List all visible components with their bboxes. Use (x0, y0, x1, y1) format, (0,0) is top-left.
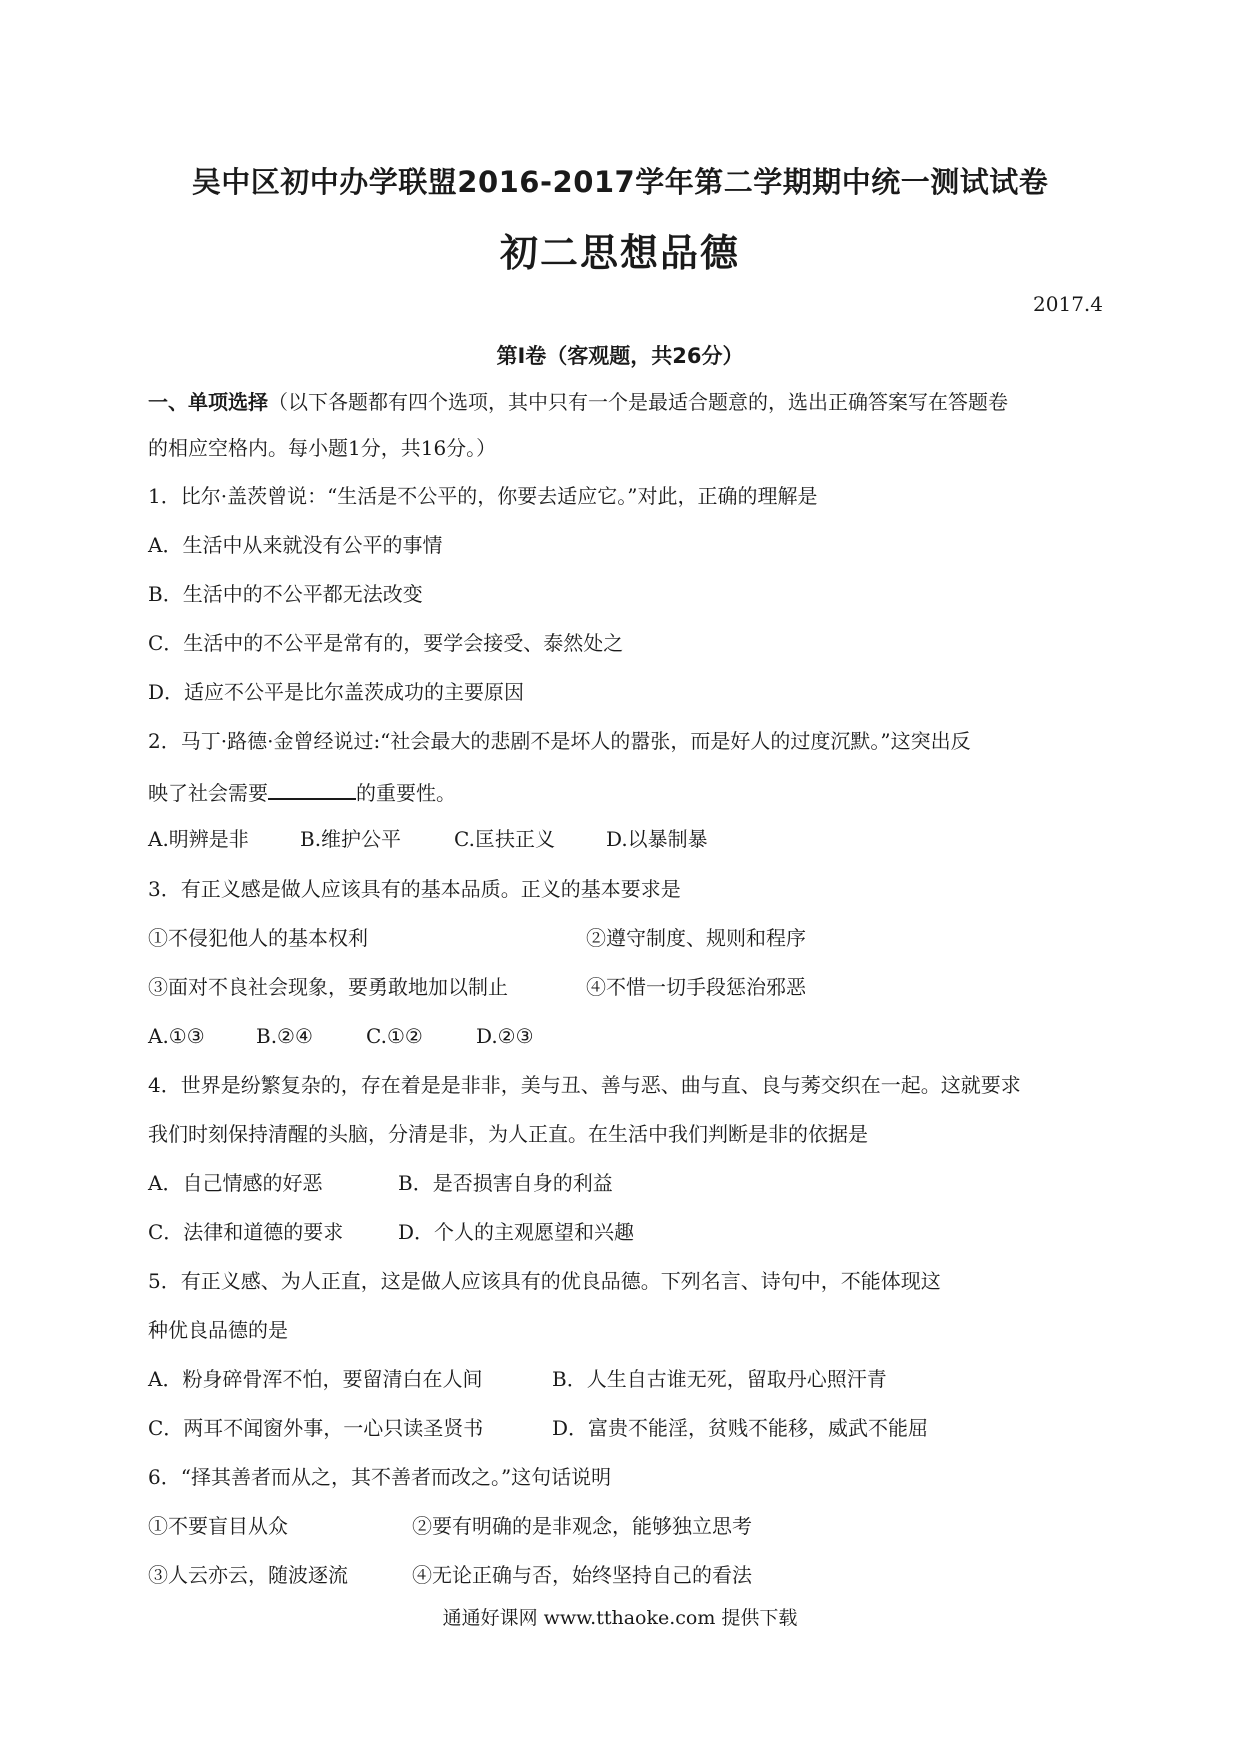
q2-option-c: C.匡扶正义 (454, 827, 555, 851)
q1-stem: 1．比尔·盖茨曾说：“生活是不公平的，你要去适应它。”对此，正确的理解是 (148, 484, 818, 508)
q6-choice-1: ①不要盲目从众 (148, 1514, 288, 1538)
q5-stem-line2: 种优良品德的是 (148, 1318, 288, 1342)
q4-stem-line1: 4．世界是纷繁复杂的，存在着是是非非，美与丑、善与恶、曲与直、良与莠交织在一起。这就要求 (148, 1073, 1021, 1097)
q5-option-a: A．粉身碎骨浑不怕，要留清白在人间 (148, 1367, 483, 1391)
part1-heading: 一、单项选择 (148, 390, 268, 414)
q4-option-b: B．是否损害自身的利益 (398, 1171, 613, 1195)
part1-instructions-line1: （以下各题都有四个选项，其中只有一个是最适合题意的，选出正确答案写在答题卷 (268, 390, 1008, 414)
q1-option-c: C．生活中的不公平是常有的，要学会接受、泰然处之 (148, 631, 624, 655)
part1-instructions (148, 392, 1008, 412)
q2-stem-after: 的重要性。 (356, 781, 456, 805)
q3-option-d: D.②③ (476, 1024, 534, 1048)
part1-instructions-line2: 的相应空格内。每小题1分，共16分。） (148, 436, 497, 460)
exam-title: 吴中区初中办学联盟2016-2017学年第二学期期中统一测试试卷 (191, 165, 1049, 199)
exam-subject: 初二思想品德 (499, 231, 740, 275)
section-title: 第I卷（客观题，共26分） (496, 344, 744, 368)
q1-option-b: B．生活中的不公平都无法改变 (148, 582, 423, 606)
answer-blank (268, 780, 356, 800)
q2-option-a: A.明辨是非 (148, 827, 249, 851)
q2-option-d: D.以暴制暴 (606, 827, 708, 851)
q2-option-b: B.维护公平 (300, 827, 402, 851)
q6-choice-4: ④无论正确与否，始终坚持自己的看法 (412, 1563, 752, 1587)
q3-option-c: C.①② (366, 1024, 423, 1048)
q4-option-a: A．自己情感的好恶 (148, 1171, 323, 1195)
q3-choice-3: ③面对不良社会现象，要勇敢地加以制止 (148, 975, 508, 999)
q1-option-d: D．适应不公平是比尔盖茨成功的主要原因 (148, 680, 525, 704)
q5-option-c: C．两耳不闻窗外事，一心只读圣贤书 (148, 1416, 484, 1440)
exam-date: 2017.4 (1033, 292, 1103, 316)
q3-choice-2: ②遵守制度、规则和程序 (586, 926, 806, 950)
q3-choice-1: ①不侵犯他人的基本权利 (148, 926, 368, 950)
q3-choice-4: ④不惜一切手段惩治邪恶 (586, 975, 806, 999)
q5-option-d: D．富贵不能淫，贫贱不能移，威武不能屈 (552, 1416, 929, 1440)
q4-option-c: C．法律和道德的要求 (148, 1220, 344, 1244)
q4-option-d: D．个人的主观愿望和兴趣 (398, 1220, 635, 1244)
q3-stem: 3．有正义感是做人应该具有的基本品质。正义的基本要求是 (148, 877, 681, 901)
q6-choice-2: ②要有明确的是非观念，能够独立思考 (412, 1514, 752, 1538)
q3-option-a: A.①③ (148, 1024, 205, 1048)
q4-stem-line2: 我们时刻保持清醒的头脑，分清是非，为人正直。在生活中我们判断是非的依据是 (148, 1122, 868, 1146)
q5-stem-line1: 5．有正义感、为人正直，这是做人应该具有的优良品德。下列名言、诗句中，不能体现这 (148, 1269, 941, 1293)
q6-stem: 6．“择其善者而从之，其不善者而改之。”这句话说明 (148, 1465, 612, 1489)
q1-option-a: A．生活中从来就没有公平的事情 (148, 533, 443, 557)
page-footer: 通通好课网 www.tthaoke.com 提供下载 (442, 1607, 798, 1629)
q2-stem-before: 映了社会需要 (148, 781, 268, 805)
q3-option-b: B.②④ (256, 1024, 313, 1048)
q5-option-b: B．人生自古谁无死，留取丹心照汗青 (552, 1367, 887, 1391)
q6-choice-3: ③人云亦云，随波逐流 (148, 1563, 348, 1587)
q2-stem-line1: 2．马丁·路德·金曾经说过:“社会最大的悲剧不是坏人的嚣张，而是好人的过度沉默。”这突出反 (148, 729, 971, 753)
q2-stem-line2 (148, 780, 456, 803)
